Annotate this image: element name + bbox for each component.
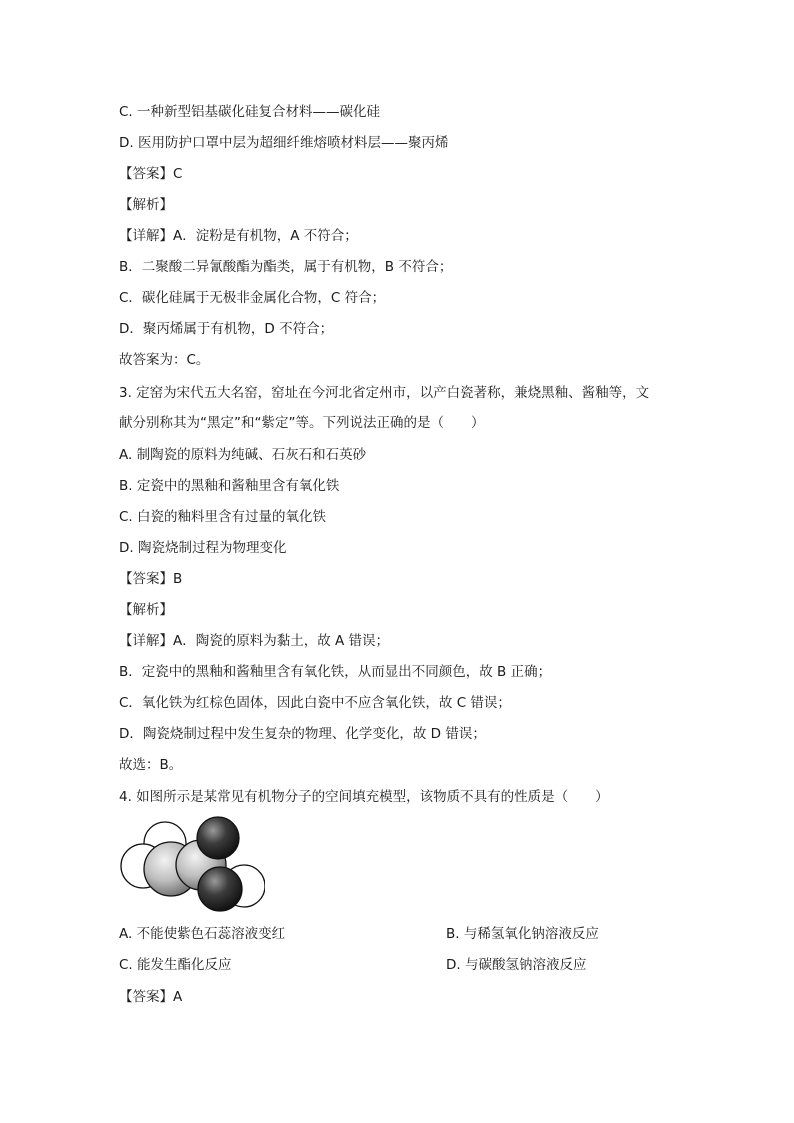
q2-answer: 【答案】C <box>119 166 183 182</box>
q2-option-d: D. 医用防护口罩中层为超细纤维熔喷材料层——聚丙烯 <box>119 135 449 151</box>
q3-stem-line2: 献分别称其为“黑定”和“紫定”等。下列说法正确的是（ ） <box>119 415 485 431</box>
q2-detail-line: C．碳化硅属于无极非金属化合物，C 符合； <box>119 290 386 306</box>
q3-option-b: B. 定瓷中的黑釉和酱釉里含有氧化铁 <box>119 478 340 494</box>
q4-answer: 【答案】A <box>119 989 183 1005</box>
q2-detail-line: D．聚丙烯属于有机物，D 不符合； <box>119 321 334 337</box>
q3-stem-line1: 3. 定窑为宋代五大名窑，窑址在今河北省定州市，以产白瓷著称，兼烧黑釉、酱釉等，文 <box>119 385 650 401</box>
q3-detail-line: D．陶瓷烧制过程中发生复杂的物理、化学变化，故 D 错误； <box>119 726 486 742</box>
q3-answer: 【答案】B <box>119 571 183 587</box>
q2-conclusion: 故答案为：C。 <box>119 352 210 368</box>
q3-detail-line: B．定瓷中的黑釉和酱釉里含有氧化铁，从而显出不同颜色，故 B 正确； <box>119 664 552 680</box>
q2-option-c: C. 一种新型铝基碳化硅复合材料——碳化硅 <box>119 104 381 120</box>
q3-option-a: A. 制陶瓷的原料为纯碱、石灰石和石英砂 <box>119 447 367 463</box>
q3-detail-line: C．氧化铁为红棕色固体，因此白瓷中不应含氧化铁，故 C 错误； <box>119 695 511 711</box>
q2-detail-line: B．二聚酸二异氰酸酯为酯类，属于有机物，B 不符合； <box>119 259 453 275</box>
q3-conclusion: 故选：B。 <box>119 757 183 773</box>
q4-option-b: B. 与稀氢氧化钠溶液反应 <box>446 926 599 942</box>
q2-analysis-label: 【解析】 <box>119 197 173 213</box>
q4-option-c: C. 能发生酯化反应 <box>119 957 232 973</box>
q3-option-c: C. 白瓷的釉料里含有过量的氧化铁 <box>119 509 327 525</box>
q4-option-d: D. 与碳酸氢钠溶液反应 <box>446 957 587 973</box>
q3-detail-line: 【详解】A．陶瓷的原料为黏土，故 A 错误； <box>119 633 390 649</box>
space-filling-molecule-model <box>119 816 265 914</box>
oxygen-atom <box>197 817 239 859</box>
oxygen-atom <box>198 867 242 911</box>
q4-option-a: A. 不能使紫色石蕊溶液变红 <box>119 926 286 942</box>
q4-stem: 4. 如图所示是某常见有机物分子的空间填充模型，该物质不具有的性质是（ ） <box>119 789 609 805</box>
q2-detail-line: 【详解】A．淀粉是有机物，A 不符合； <box>119 228 358 244</box>
q3-option-d: D. 陶瓷烧制过程为物理变化 <box>119 540 287 556</box>
q3-analysis-label: 【解析】 <box>119 602 173 618</box>
